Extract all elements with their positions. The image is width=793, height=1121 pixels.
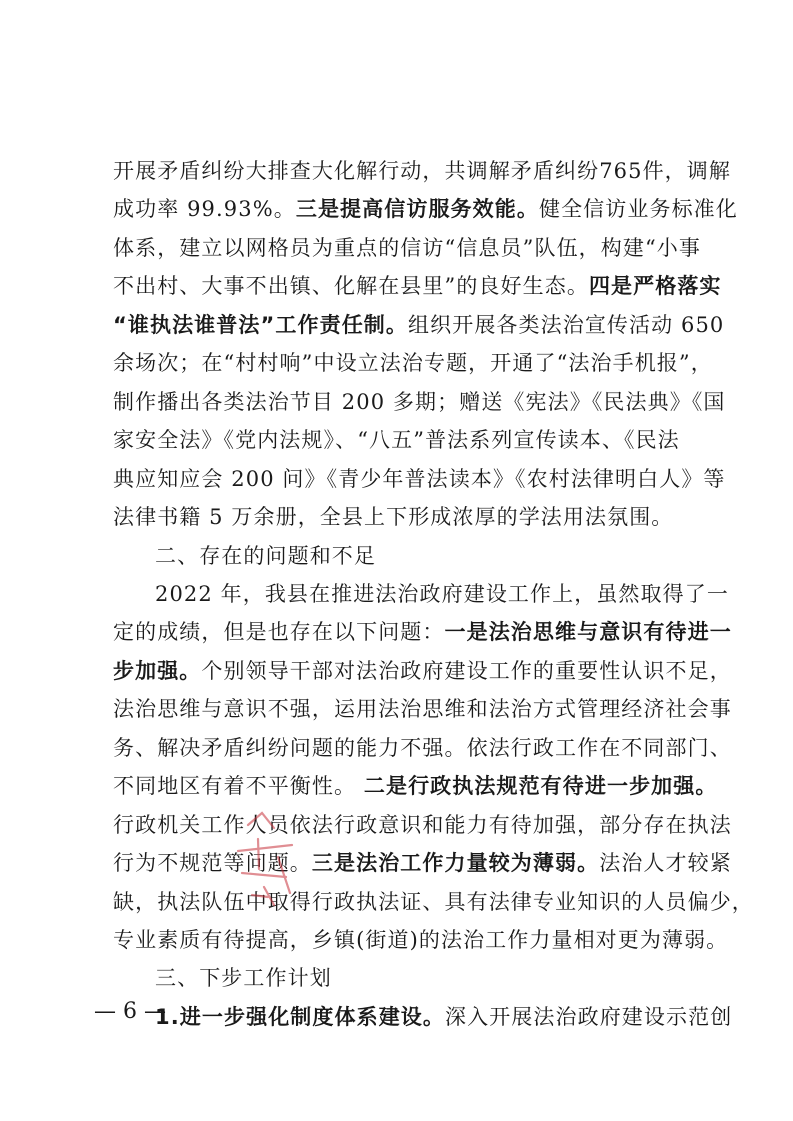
text-line [113,813,732,837]
text-line [113,851,732,875]
text-line [113,313,725,337]
text-run: 开展矛盾纠纷大排查大化解行动，共调解矛盾纠纷765件，调解 [113,159,731,183]
text-run: 二、存在的问题和不足 [155,544,376,568]
bold-text-run: 四是严格落实 [588,274,722,298]
text-line [113,659,732,683]
text-run: 务、解决矛盾纠纷问题的能力不强。依法行政工作在不同部门、 [113,736,732,760]
text-line [113,620,732,644]
text-line [113,774,718,798]
bold-text-run: “谁执法谁普法”工作责任制。 [113,313,409,337]
text-run: 组织开展各类法治宣传活动 650 [408,313,725,337]
text-line [155,582,729,606]
text-run: 法治思维与意识不强，运用法治思维和法治方式管理经济社会事 [113,697,732,721]
text-line [113,159,731,183]
text-line [113,390,726,414]
text-run: 2022 年，我县在推进法治政府建设工作上，虽然取得了一 [155,582,729,606]
text-line [113,928,729,952]
text-line [113,197,738,221]
text-run: 缺，执法队伍中取得行政执法证、具有法律专业知识的人员偏少， [113,890,754,914]
text-run: 个别领导干部对法治政府建设工作的重要性认识不足， [201,659,732,683]
text-run: 不出村、大事不出镇、化解在县里”的良好生态。 [113,274,589,298]
text-run: 不同地区有着不平衡性。 [113,774,364,798]
bold-text-run: 步加强。 [113,659,202,683]
text-line [113,890,754,914]
text-run: 行政机关工作人员依法行政意识和能力有待加强，部分存在执法 [113,813,732,837]
section-heading [155,544,688,568]
text-run: 制作播出各类法治节目 200 多期；赠送《宪法》《民法典》《国 [113,390,726,414]
text-run: 定的成绩，但是也存在以下问题： [113,620,445,644]
bold-text-run: 三是提高信访服务效能。 [295,197,539,221]
text-run: 行为不规范等问题。 [113,851,312,875]
bold-text-run: 三是法治工作力量较为薄弱。 [311,851,600,875]
text-line [113,505,688,529]
text-run: 家安全法》《党内法规》、“八五”普法系列宣传读本、《民法 [113,428,680,452]
text-line [113,274,722,298]
text-run: 健全信访业务标准化 [538,197,738,221]
text-run: 典应知应会 200 问》《青少年普法读本》《农村法律明白人》等 [113,467,726,491]
text-run: 法律书籍 5 万余册，全县上下形成浓厚的学法用法氛围。 [113,505,674,529]
text-line [113,428,688,452]
section-heading [155,966,688,990]
text-line [113,351,713,375]
text-run: 余场次；在“村村响”中设立法治专题，开通了“法治手机报”， [113,351,713,375]
bold-text-run: 1.进一步强化制度体系建设。 [155,1005,445,1029]
text-run: 深入开展法治政府建设示范创 [445,1005,733,1029]
text-run: 成功率 99.93%。 [113,197,296,221]
bold-text-run: 二是行政执法规范有待进一步加强。 [363,774,718,798]
text-line [113,697,732,721]
text-line [113,736,732,760]
text-run: 体系，建立以网格员为重点的信访“信息员”队伍，构建“小事 [113,236,702,260]
page-number: — 6 — [94,999,166,1024]
text-line [113,467,726,491]
text-line [113,236,702,260]
text-run: 法治人才较紧 [599,851,732,875]
bold-text-run: 一是法治思维与意识有待进一 [444,620,732,644]
text-run: 专业素质有待提高，乡镇(街道)的法治工作力量相对更为薄弱。 [113,928,729,952]
text-run: 三、下步工作计划 [155,966,332,990]
